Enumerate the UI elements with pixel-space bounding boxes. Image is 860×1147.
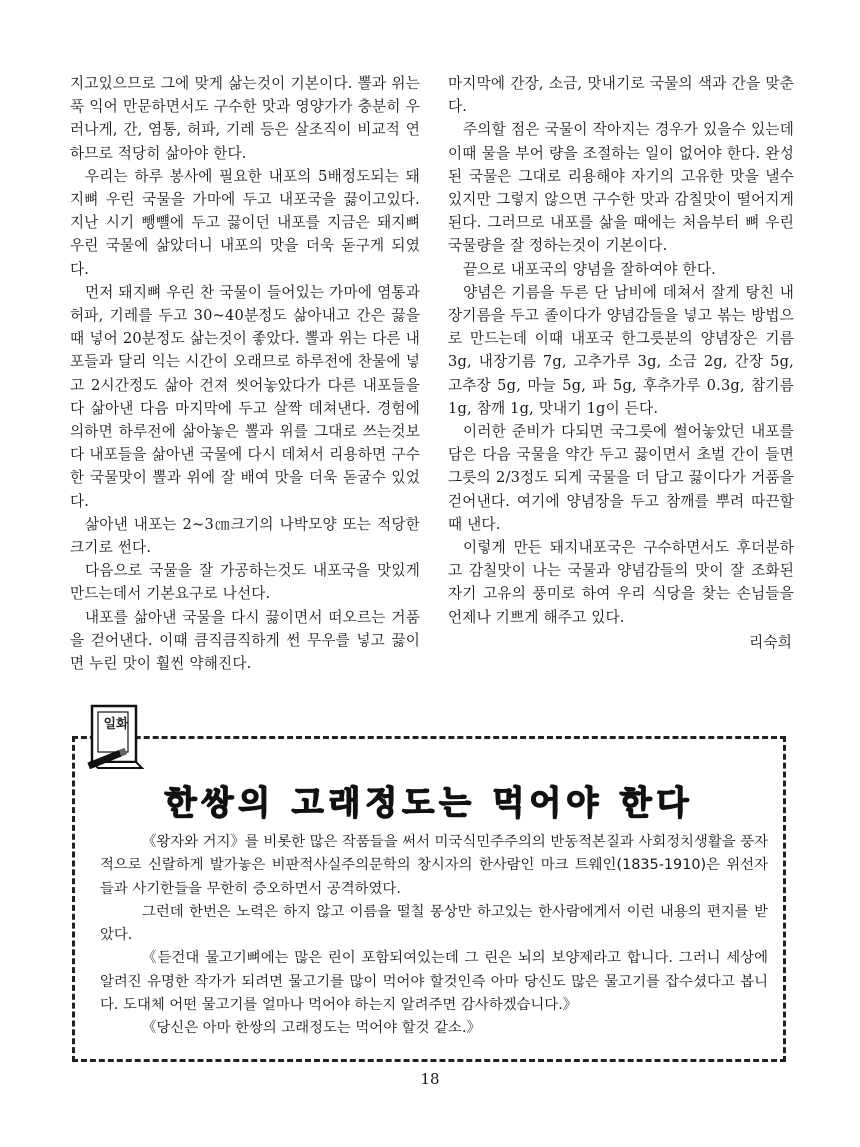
- article-paragraph: 다음으로 국물을 잘 가공하는것도 내포국을 맛있게 만드는데서 기본요구로 나선다.: [70, 562, 420, 603]
- anecdote-paragraph: 《왕자와 거지》를 비롯한 많은 작품들을 써서 미국식민주주의의 반동적본질과 사회정치생활을 풍자적으로 신랄하게 발가놓은 비판적사실주의문학의 창시자의 한사람인 마크 트웨인(1835-1910)은 위선자들과 사기한들을 무한히 증오하면서 공격하였다.: [100, 834, 769, 897]
- article-paragraph: 내포를 삶아낸 국물을 다시 끓이면서 떠오르는 거품을 걷어낸다. 이때 큼직큼직하게 썬 무우를 넣고 끓이면 누린 맛이 훨씬 약해진다.: [70, 608, 420, 673]
- anecdote-paragraph: 《당신은 아마 한쌍의 고래정도는 먹어야 할것 같소.》: [142, 1020, 481, 1037]
- article-author: 리숙희: [749, 633, 792, 651]
- article-paragraph: 마지막에 간장, 소금, 맛내기로 국물의 색과 간을 맞춘다.: [448, 75, 794, 116]
- anecdote-title: 한쌍의 고래정도는 먹어야 한다: [164, 783, 694, 822]
- page-number: 18: [420, 1070, 440, 1088]
- anecdote-paragraph: 《듣건대 물고기뼈에는 많은 린이 포함되여있는데 그 린은 뇌의 보양제라고 합니다. 그러니 세상에 알려진 유명한 작가가 되려면 물고기를 많이 먹어야 할것인즉 아마 당신도 많은 물고기를 잡수셨다고 봅니다. 도대체 어떤 물고기를 얼마나 먹어야 하는지 알려주면 감사하겠습니다.》: [100, 950, 768, 1014]
- article-left-column: [70, 72, 420, 675]
- article-paragraph: 이러한 준비가 다되면 국그릇에 썰어놓았던 내포를 담은 다음 국물을 약간 두고 끓이면서 초벌 간이 들면 그릇의 2/3정도 되게 국물을 더 담고 끓이다가 거품을 걷어낸다. 여기에 양념장을 두고 참깨를 뿌려 따끈할 때 낸다.: [448, 423, 794, 533]
- article-paragraph: 지고있으므로 그에 맞게 삶는것이 기본이다. 뽈과 위는 푹 익어 만문하면서도 구수한 맛과 영양가가 충분히 우러나게, 간, 염통, 허파, 기레 등은 살조직이 비교적 연하므로 적당히 삶아야 한다.: [70, 75, 420, 162]
- article-paragraph: 양념은 기름을 두른 단 남비에 데쳐서 잘게 탕친 내장기름을 두고 졸이다가 양념감들을 넣고 볶는 방법으로 만드는데 이때 내포국 한그릇분의 양념장은 기름 3g, 내장기름 7g, 고추가루 3g, 소금 2g, 간장 5g, 고추장 5g, 마늘 5g, 파 5g, 후추가루 0.3g, 참기름 1g, 참깨 1g, 맛내기 1g이 든다.: [448, 283, 794, 417]
- article-paragraph: 삶아낸 내포는 2~3㎝크기의 나박모양 또는 적당한 크기로 썬다.: [70, 515, 420, 557]
- article-paragraph: 우리는 하루 봉사에 필요한 내포의 5배정도되는 돼지뼈 우린 국물을 가마에 두고 내포국을 끓이고있다. 지난 시기 뺑뺼에 두고 끓이던 내포를 지금은 돼지뼈 우린 국물에 삶았더니 내포의 맛을 더욱 돋구게 되였다.: [70, 167, 420, 278]
- article-paragraph: 먼저 돼지뼈 우린 찬 국물이 들어있는 가마에 염통과 허파, 기레를 두고 30~40분정도 삶아내고 간은 끓을 때 넣어 20분정도 삶는것이 좋았다. 뽈과 위는 다른 내포들과 달리 익는 시간이 오래므로 하루전에 찬물에 넣고 2시간정도 삶아 건져 씻어놓았다가 다른 내포들을 다 삶아낸 다음 마지막에 두고 살짝 데쳐낸다. 경험에 의하면 하루전에 삶아놓은 뽈과 위를 그대로 쓰는것보다 내포들을 삶아낸 국물에 다시 데쳐서 리용하면 구수한 국물맛이 뽈과 위에 잘 배여 맛을 더욱 돋굴수 있었다.: [70, 283, 420, 510]
- article-paragraph: 끝으로 내포국의 양념을 잘하여야 한다.: [463, 260, 716, 278]
- article-paragraph: 주의할 점은 국물이 작아지는 경우가 있을수 있는데 이때 물을 부어 량을 조절하는 일이 없어야 한다. 완성된 국물은 그대로 리용해야 자기의 고유한 맛을 낼수 있지만 그렇지 않으면 구수한 맛과 감칠맛이 떨어지게 된다. 그러므로 내포를 삶을 때에는 처음부터 뼈 우린 국물량을 잘 정하는것이 기본이다.: [448, 121, 794, 255]
- anecdote-paragraph: 그런데 한번은 노력은 하지 않고 이름을 떨칠 몽상만 하고있는 한사람에게서 이런 내용의 편지를 받았다.: [100, 903, 768, 944]
- anecdote-box: [72, 736, 786, 1062]
- article-right-column: [448, 72, 794, 654]
- badge-text: 일화: [103, 717, 129, 732]
- article-paragraph: 이렇게 만든 돼지내포국은 구수하면서도 후더분하고 감칠맛이 나는 국물과 양념감들의 맛이 잘 조화된 자기 고유의 풍미로 하여 우리 식당을 찾는 손님들을 언제나 기쁘게 해주고 있다.: [448, 539, 794, 626]
- anecdote-body: [100, 831, 768, 1041]
- anecdote-badge-label: [103, 715, 129, 735]
